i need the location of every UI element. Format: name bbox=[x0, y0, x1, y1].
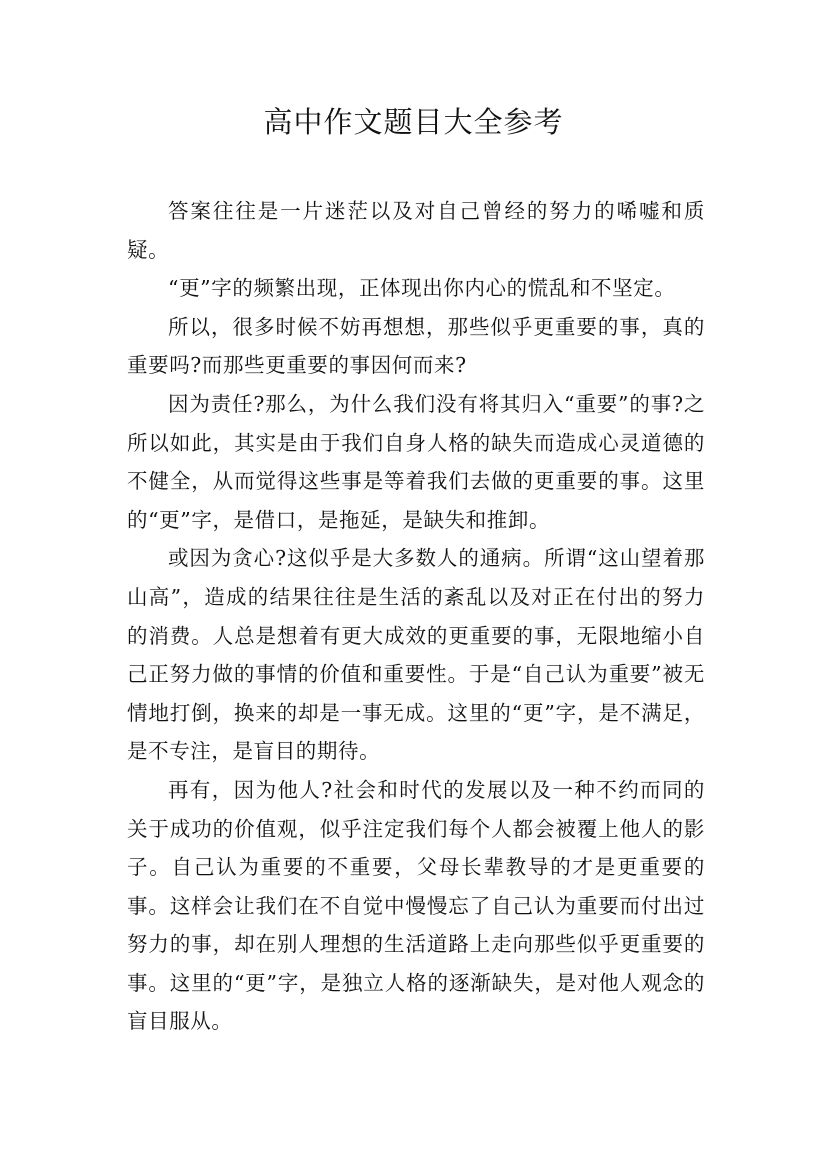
paragraph: 答案往往是一片迷茫以及对自己曾经的努力的唏嘘和质疑。 bbox=[127, 199, 705, 262]
paragraph: 或因为贪心?这似乎是大多数人的通病。所谓“这山望着那山高”，造成的结果往往是生活的紊乱以及对正在付出的努力的消费。人总是想着有更大成效的更重要的事，无限地缩小自己正努力做的事情的价值和重要性。于是“自己认为重要”被无情地打倒，换来的却是一事无成。这里的“更”字，是不满足，是不专注，是盲目的期待。 bbox=[127, 546, 705, 764]
document-body bbox=[127, 192, 705, 1041]
paragraph: 所以，很多时候不妨再想想，那些似乎更重要的事，真的重要吗?而那些更重要的事因何而来? bbox=[127, 314, 705, 378]
paragraph: 因为责任?那么，为什么我们没有将其归入“重要”的事?之所以如此，其实是由于我们自身人格的缺失而造成心灵道德的不健全，从而觉得这些事是等着我们去做的更重要的事。这里的“更”字，是借口，是拖延，是缺失和推卸。 bbox=[127, 391, 705, 532]
paragraph: “更”字的频繁出现，正体现出你内心的慌乱和不坚定。 bbox=[168, 276, 676, 301]
document-title: 高中作文题目大全参考 bbox=[263, 105, 564, 139]
paragraph: 再有，因为他人?社会和时代的发展以及一种不约而同的关于成功的价值观，似乎注定我们每个人都会被覆上他人的影子。自己认为重要的不重要，父母长辈教导的才是更重要的事。这样会让我们在不自觉中慢慢忘了自己认为重要而付出过努力的事，却在别人理想的生活道路上走向那些似乎更重要的事。这里的“更”字，是独立人格的逐渐缺失，是对他人观念的盲目服从。 bbox=[127, 777, 705, 1034]
